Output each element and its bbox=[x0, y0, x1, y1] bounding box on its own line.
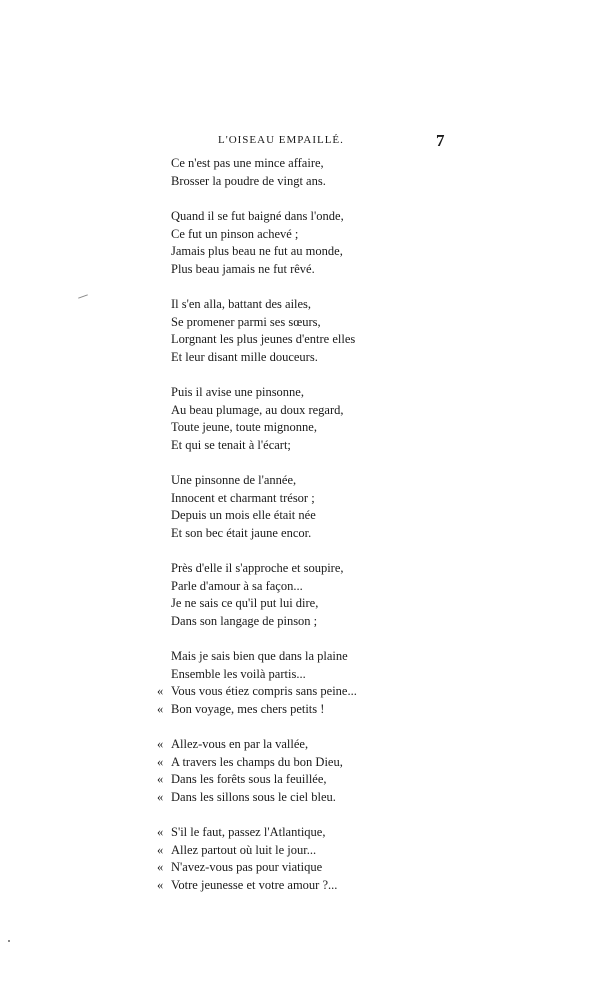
poem-line-text: Dans les forêts sous la feuillée, bbox=[171, 772, 327, 786]
poem-stanza bbox=[171, 384, 471, 454]
quotation-mark: « bbox=[157, 860, 164, 874]
poem-stanza bbox=[157, 648, 471, 718]
poem-line-text: A travers les champs du bon Dieu, bbox=[171, 754, 343, 769]
poem-line bbox=[171, 648, 471, 666]
quotation-mark: « bbox=[157, 825, 164, 839]
poem-line-text: Votre jeunesse et votre amour ?... bbox=[171, 877, 338, 892]
poem-line-text: Brosser la poudre de vingt ans. bbox=[171, 173, 326, 188]
poem-line bbox=[157, 683, 471, 701]
poem-line bbox=[171, 261, 471, 279]
poem-line bbox=[171, 296, 471, 314]
poem-body bbox=[157, 155, 471, 912]
poem-line-text: Depuis un mois elle était née bbox=[171, 508, 316, 522]
scan-speck bbox=[8, 940, 10, 942]
poem-line bbox=[171, 666, 471, 684]
poem-stanza bbox=[171, 560, 471, 630]
poem-line bbox=[171, 208, 471, 226]
poem-line bbox=[171, 490, 471, 508]
poem-line-text: Il s'en alla, battant des ailes, bbox=[171, 297, 312, 311]
poem-line-text: Vous vous étiez compris sans peine... bbox=[171, 684, 357, 698]
poem-line-text: Je ne sais ce qu'il put lui dire, bbox=[171, 596, 319, 610]
poem-line-text: Près d'elle il s'approche et soupire, bbox=[171, 561, 344, 575]
poem-line-text: Quand il se fut baigné dans l'onde, bbox=[171, 209, 344, 223]
poem-line-text: Ensemble les voilà partis... bbox=[171, 666, 306, 681]
scan-speck bbox=[78, 294, 88, 298]
poem-stanza bbox=[171, 208, 471, 278]
page-number: 7 bbox=[436, 131, 445, 150]
poem-line-text: Et leur disant mille douceurs. bbox=[171, 349, 318, 364]
poem-line bbox=[171, 525, 471, 543]
poem-line-text: Innocent et charmant trésor ; bbox=[171, 490, 315, 505]
poem-line-text: Ce fut un pinson achevé ; bbox=[171, 226, 299, 241]
poem-stanza bbox=[157, 824, 471, 894]
quotation-mark: « bbox=[157, 754, 164, 769]
poem-line bbox=[171, 331, 471, 349]
poem-line-text: Dans les sillons sous le ciel bleu. bbox=[171, 789, 336, 804]
poem-line bbox=[157, 824, 471, 842]
poem-line-text: Bon voyage, mes chers petits ! bbox=[171, 701, 325, 716]
poem-line bbox=[171, 560, 471, 578]
poem-line-text: N'avez-vous pas pour viatique bbox=[171, 860, 323, 874]
quotation-mark: « bbox=[157, 877, 164, 892]
poem-line-text: Et son bec était jaune encor. bbox=[171, 525, 312, 540]
poem-line-text: Se promener parmi ses sœurs, bbox=[171, 314, 321, 329]
poem-line bbox=[171, 314, 471, 332]
poem-line-text: Mais je sais bien que dans la plaine bbox=[171, 649, 348, 663]
poem-line bbox=[171, 173, 471, 191]
poem-line bbox=[157, 877, 471, 895]
poem-line-text: Allez partout où luit le jour... bbox=[171, 842, 317, 857]
poem-line bbox=[157, 771, 471, 789]
poem-stanza bbox=[171, 296, 471, 366]
running-title: L'OISEAU EMPAILLÉ. bbox=[218, 134, 344, 146]
poem-stanza bbox=[157, 736, 471, 806]
poem-stanza bbox=[171, 472, 471, 542]
poem-line bbox=[171, 384, 471, 402]
poem-line-text: Toute jeune, toute mignonne, bbox=[171, 420, 317, 434]
poem-line-text: Plus beau jamais ne fut rêvé. bbox=[171, 261, 315, 276]
poem-line-text: Dans son langage de pinson ; bbox=[171, 613, 318, 628]
quotation-mark: « bbox=[157, 789, 164, 804]
poem-line bbox=[157, 701, 471, 719]
poem-line bbox=[171, 402, 471, 420]
poem-line bbox=[171, 507, 471, 525]
quotation-mark: « bbox=[157, 701, 164, 716]
poem-line-text: Une pinsonne de l'année, bbox=[171, 473, 297, 487]
poem-line bbox=[171, 472, 471, 490]
poem-line bbox=[171, 226, 471, 244]
quotation-mark: « bbox=[157, 737, 164, 751]
poem-line bbox=[157, 754, 471, 772]
poem-line bbox=[171, 419, 471, 437]
poem-line-text: Ce n'est pas une mince affaire, bbox=[171, 156, 324, 170]
poem-line bbox=[171, 243, 471, 261]
poem-line bbox=[157, 736, 471, 754]
poem-line bbox=[157, 789, 471, 807]
quotation-mark: « bbox=[157, 684, 164, 698]
poem-line bbox=[171, 349, 471, 367]
poem-line bbox=[171, 595, 471, 613]
poem-line-text: Puis il avise une pinsonne, bbox=[171, 385, 304, 399]
poem-line bbox=[157, 842, 471, 860]
poem-line-text: Au beau plumage, au doux regard, bbox=[171, 402, 344, 417]
poem-line-text: Allez-vous en par la vallée, bbox=[171, 737, 309, 751]
poem-line bbox=[171, 613, 471, 631]
poem-line bbox=[171, 578, 471, 596]
poem-line bbox=[171, 155, 471, 173]
quotation-mark: « bbox=[157, 772, 164, 786]
poem-line bbox=[171, 437, 471, 455]
poem-line-text: Parle d'amour à sa façon... bbox=[171, 578, 303, 593]
poem-line bbox=[157, 859, 471, 877]
poem-line-text: S'il le faut, passez l'Atlantique, bbox=[171, 825, 326, 839]
poem-stanza bbox=[171, 155, 471, 190]
quotation-mark: « bbox=[157, 842, 164, 857]
poem-line-text: Jamais plus beau ne fut au monde, bbox=[171, 244, 343, 258]
poem-line-text: Et qui se tenait à l'écart; bbox=[171, 437, 291, 452]
poem-line-text: Lorgnant les plus jeunes d'entre elles bbox=[171, 332, 356, 346]
